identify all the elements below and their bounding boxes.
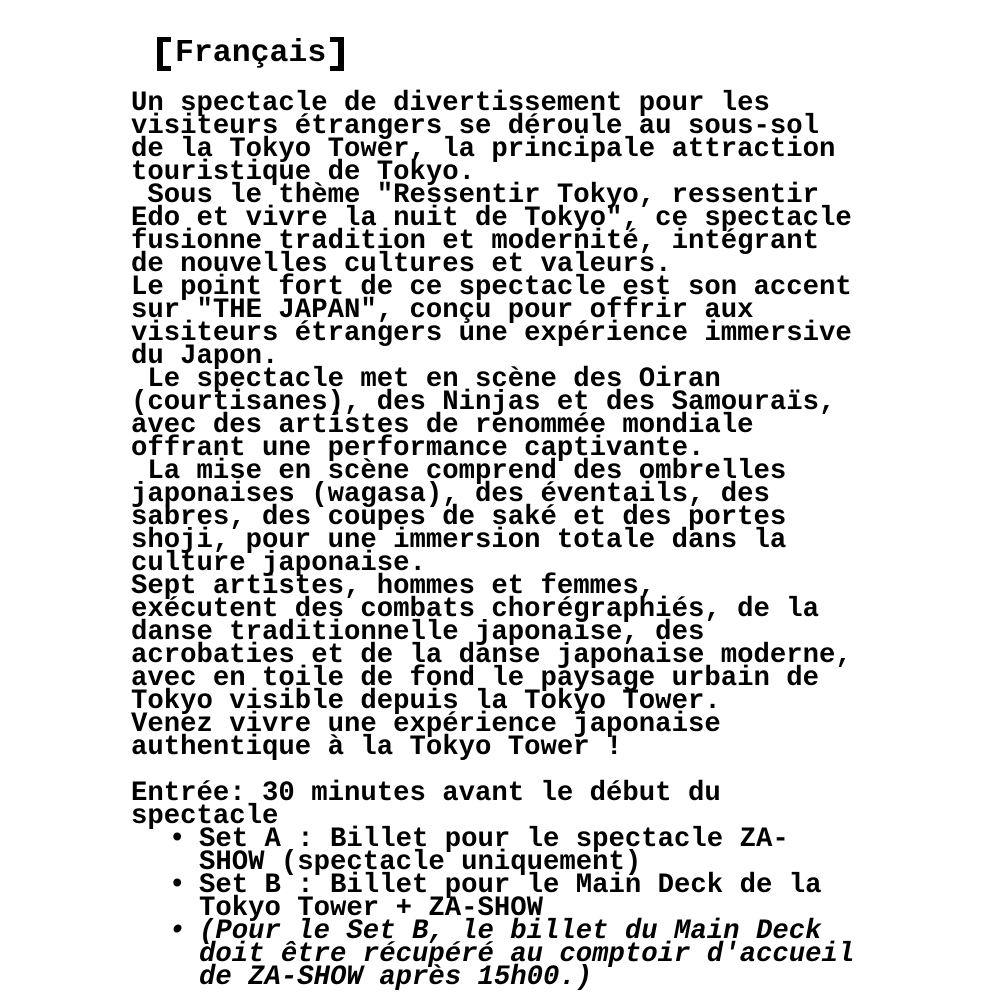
bullet-item-text: Set B : Billet pour le Main Deck de la [199, 870, 822, 901]
entry-line: spectacle [131, 801, 279, 832]
body-line: Le point fort de ce spectacle est son accent [131, 272, 852, 303]
body-line: Tokyo visible depuis la Tokyo Tower. [131, 686, 721, 717]
body-line: Edo et vivre la nuit de Tokyo", ce spectacle [131, 203, 852, 234]
bullet-icon: • [169, 916, 186, 947]
body-line: avec des artistes de renommée mondiale [131, 410, 754, 441]
lenticular-bracket-left-icon [157, 37, 171, 71]
entry-line: Entrée: 30 minutes avant le début du [131, 778, 721, 809]
bullet-icon: • [169, 824, 186, 855]
page-title [157, 36, 344, 71]
body-line: visiteurs étrangers se déroule au sous-sol [131, 111, 819, 142]
body-line: acrobaties et de la danse japonaise moderne, [131, 640, 852, 671]
body-line: visiteurs étrangers une expérience immersive [131, 318, 852, 349]
body-line: fusionne tradition et modernité, intégrant [131, 226, 819, 257]
body-line: (courtisanes), des Ninjas et des Samouraïs, [131, 387, 836, 418]
body-line: shoji, pour une immersion totale dans la [131, 525, 787, 556]
body-line: danse traditionnelle japonaise, des [131, 617, 705, 648]
body-line: Sept artistes, hommes et femmes, [131, 571, 656, 602]
body-line: offrant une performance captivante. [131, 433, 705, 464]
body-line: culture japonaise. [131, 548, 426, 579]
body-line: La mise en scène comprend des ombrelles [131, 456, 787, 487]
bullet-item-line: Tokyo Tower + ZA-SHOW [199, 893, 543, 924]
bullet-item-line: SHOW (spectacle uniquement) [199, 847, 642, 878]
page-title-text: Français [175, 36, 327, 71]
body-line: avec en toile de fond le paysage urbain de [131, 663, 819, 694]
body-line: de nouvelles cultures et valeurs. [131, 249, 672, 280]
body-line: authentique à la Tokyo Tower ! [131, 732, 623, 763]
body-text [131, 88, 901, 993]
body-line: de la Tokyo Tower, la principale attraction [131, 134, 836, 165]
lenticular-bracket-right-icon [330, 37, 344, 71]
body-line: touristique de Tokyo. [131, 157, 475, 188]
body-line: japonaises (wagasa), des éventails, des [131, 479, 770, 510]
body-line: exécutent des combats chorégraphiés, de la [131, 594, 819, 625]
body-line: Le spectacle met en scène des Oiran [131, 364, 721, 395]
body-line: Venez vivre une expérience japonaise [131, 709, 721, 740]
body-line: Sous le thème "Ressentir Tokyo, ressentir [131, 180, 819, 211]
bullet-item-line: de ZA-SHOW après 15h00.) [199, 962, 593, 993]
bullet-item-line: doit être récupéré au comptoir d'accueil [199, 939, 855, 970]
bullet-icon: • [169, 870, 186, 901]
bullet-item-text: Set A : Billet pour le spectacle ZA- [199, 824, 789, 855]
body-line: sabres, des coupes de saké et des portes [131, 502, 787, 533]
body-line: Un spectacle de divertissement pour les [131, 88, 770, 119]
body-line: du Japon. [131, 341, 279, 372]
bullet-item-text: (Pour le Set B, le billet du Main Deck [199, 916, 822, 947]
body-line: sur "THE JAPAN", conçu pour offrir aux [131, 295, 754, 326]
